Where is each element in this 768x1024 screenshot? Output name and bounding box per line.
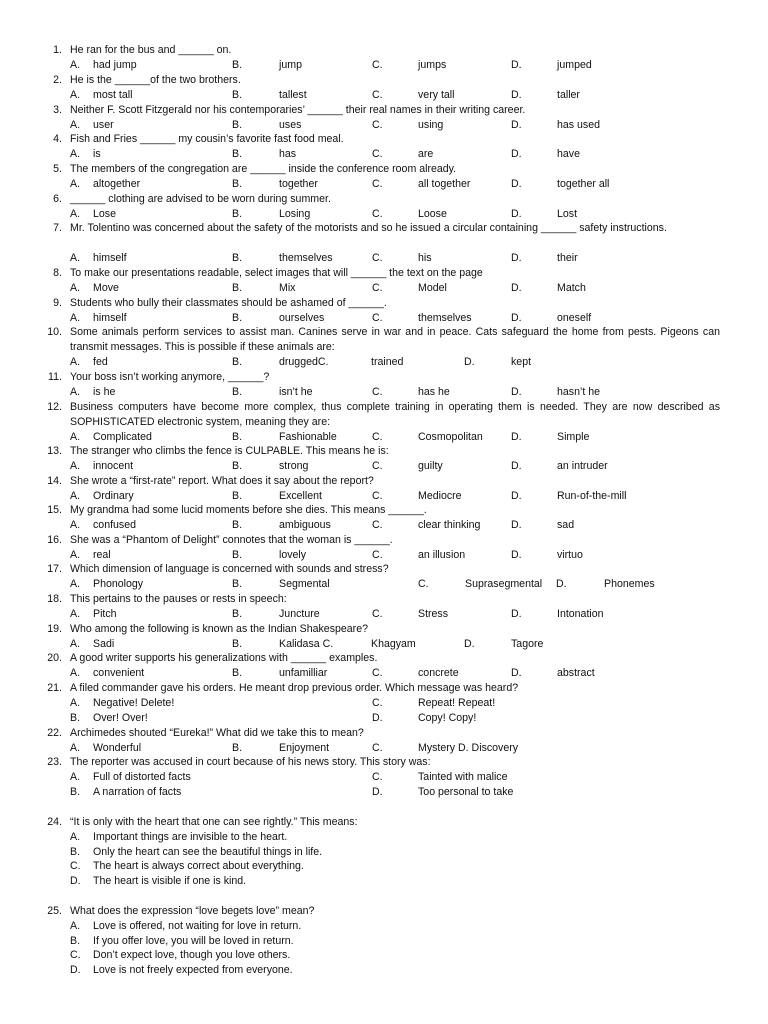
option-text: Enjoyment <box>279 741 330 754</box>
option-text: sad <box>557 518 575 531</box>
option-label: C. <box>372 430 383 443</box>
option-text: Sadi <box>93 637 115 650</box>
option-text: Fashionable <box>279 430 337 443</box>
question-number: 21. <box>47 682 62 694</box>
option-text: A narration of facts <box>93 785 182 798</box>
option-text: Too personal to take <box>418 785 514 798</box>
question-number: 8. <box>53 267 62 279</box>
option-text: Tagore <box>511 637 544 650</box>
option-label: D. <box>511 311 522 324</box>
option-text: themselves <box>418 311 472 324</box>
question-stem: Students who bully their classmates should be ashamed of ______. <box>70 297 387 309</box>
option-text: druggedC. <box>279 355 329 368</box>
option-text: is he <box>93 385 116 398</box>
option-text: Don’t expect love, though you love others. <box>93 949 291 962</box>
option-text: Mediocre <box>418 489 462 502</box>
question-number: 3. <box>53 104 62 116</box>
question-number: 14. <box>47 475 62 487</box>
option-text: Tainted with malice <box>418 770 508 783</box>
option-label: C. <box>372 118 383 131</box>
option-text: has used <box>557 118 600 131</box>
option-text: Segmental <box>279 577 330 590</box>
option-label: D. <box>70 875 81 888</box>
option-text: concrete <box>418 666 459 679</box>
option-text: The heart is always correct about everything. <box>93 860 304 873</box>
option-text: Phonemes <box>604 577 655 590</box>
question-stem: A good writer supports his generalizations with ______ examples. <box>70 652 378 664</box>
option-text: Match <box>557 281 586 294</box>
option-label: D. <box>372 711 383 724</box>
option-text: has <box>279 147 297 160</box>
option-label: B. <box>232 385 243 398</box>
option-text: Wonderful <box>93 741 142 754</box>
option-text: himself <box>93 311 127 324</box>
question-stem: The members of the congregation are ______ inside the conference room already. <box>70 163 457 175</box>
question-number: 18. <box>47 593 62 605</box>
option-text: jumped <box>557 58 592 71</box>
option-text: Juncture <box>279 607 320 620</box>
option-text: user <box>93 118 114 131</box>
option-label: A. <box>70 207 81 220</box>
option-label: A. <box>70 430 81 443</box>
option-label: B. <box>232 207 243 220</box>
option-text: himself <box>93 251 127 264</box>
option-label: A. <box>70 58 81 71</box>
option-text: an intruder <box>557 459 608 472</box>
option-label: C. <box>70 860 81 873</box>
option-text: Lost <box>557 207 578 220</box>
option-text: Important things are invisible to the heart. <box>93 830 288 843</box>
option-label: C. <box>372 548 383 561</box>
option-text: innocent <box>93 459 134 472</box>
option-text: Over! Over! <box>93 711 148 724</box>
option-label: B. <box>232 459 243 472</box>
option-text: Complicated <box>93 430 152 443</box>
question-stem: To make our presentations readable, select images that will ______ the text on the page <box>70 267 483 279</box>
option-label: B. <box>232 311 243 324</box>
option-label: C. <box>372 666 383 679</box>
question-number: 12. <box>47 401 62 413</box>
option-text: Suprasegmental <box>465 577 543 590</box>
option-text: has he <box>418 385 450 398</box>
option-text: Cosmopolitan <box>418 430 483 443</box>
question-number: 11. <box>48 371 62 383</box>
option-text: abstract <box>557 666 595 679</box>
option-label: D. <box>511 607 522 620</box>
option-label: B. <box>232 251 243 264</box>
option-label: C. <box>372 147 383 160</box>
question-number: 6. <box>53 193 62 205</box>
option-text: Only the heart can see the beautiful things in life. <box>93 845 323 858</box>
option-label: B. <box>232 518 243 531</box>
question-number: 4. <box>53 133 62 145</box>
option-text: Losing <box>279 207 311 220</box>
option-text: Love is offered, not waiting for love in return. <box>93 919 302 932</box>
question-stem: He is the ______of the two brothers. <box>70 74 241 86</box>
question-number: 7. <box>53 222 62 234</box>
option-label: C. <box>70 949 81 962</box>
option-text: altogether <box>93 177 141 190</box>
option-text: had jump <box>93 58 137 71</box>
option-text: together <box>279 177 318 190</box>
question-number: 13. <box>47 445 62 457</box>
question-number: 20. <box>47 652 62 664</box>
question-stem: Business computers have become more complex, thus complete training in operating them is needed. They are now described as SOPHISTICATED electronic system, meaning they are: <box>70 401 720 428</box>
option-label: B. <box>70 934 81 947</box>
option-text: Ordinary <box>93 489 134 502</box>
option-label: D. <box>511 459 522 472</box>
option-text: Kalidasa C. <box>279 637 334 650</box>
question-stem: He ran for the bus and ______ on. <box>70 44 232 56</box>
question-stem: The stranger who climbs the fence is CULPABLE. This means he is: <box>70 445 389 457</box>
option-label: D. <box>511 548 522 561</box>
option-label: A. <box>70 696 81 709</box>
question-number: 15. <box>47 504 62 516</box>
option-label: C. <box>418 577 429 590</box>
question-number: 9. <box>53 297 62 309</box>
option-text: Full of distorted facts <box>93 770 191 783</box>
option-label: B. <box>232 666 243 679</box>
question-stem: My grandma had some lucid moments before she dies. This means ______. <box>70 504 427 516</box>
question-stem: Mr. Tolentino was concerned about the safety of the motorists and so he issued a circular containing ______ safety instructions. <box>70 222 667 234</box>
option-label: B. <box>232 88 243 101</box>
option-label: D. <box>511 251 522 264</box>
option-label: B. <box>232 281 243 294</box>
option-label: D. <box>511 147 522 160</box>
option-label: A. <box>70 830 81 843</box>
option-text: uses <box>279 118 302 131</box>
option-label: B. <box>232 118 243 131</box>
option-text: hasn’t he <box>557 385 600 398</box>
question-stem: Who among the following is known as the Indian Shakespeare? <box>70 623 368 635</box>
option-label: B. <box>70 845 81 858</box>
question-stem: Fish and Fries ______ my cousin’s favorite fast food meal. <box>70 133 344 145</box>
option-text: Khagyam <box>371 637 416 650</box>
question-stem: She was a “Phantom of Delight” connotes that the woman is ______. <box>70 534 393 546</box>
option-label: A. <box>70 459 81 472</box>
question-stem: “It is only with the heart that one can see rightly.” This means: <box>70 816 358 828</box>
option-text: are <box>418 147 434 160</box>
option-text: Repeat! Repeat! <box>418 696 496 709</box>
option-label: D. <box>511 518 522 531</box>
option-label: D. <box>511 430 522 443</box>
question-number: 22. <box>47 727 62 739</box>
option-label: A. <box>70 637 81 650</box>
option-text: lovely <box>279 548 307 561</box>
option-text: jump <box>279 58 302 71</box>
option-text: all together <box>418 177 471 190</box>
option-text: Run-of-the-mill <box>557 489 627 502</box>
option-label: C. <box>372 741 383 754</box>
option-text: Model <box>418 281 447 294</box>
question-stem: Neither F. Scott Fitzgerald nor his contemporaries’ ______ their real names in their writing career. <box>70 104 526 116</box>
option-label: C. <box>372 518 383 531</box>
question-stem: A filed commander gave his orders. He meant drop previous order. Which message was heard? <box>70 682 519 694</box>
option-label: A. <box>70 88 81 101</box>
option-label: D. <box>511 489 522 502</box>
option-label: B. <box>232 355 243 368</box>
option-text: oneself <box>557 311 592 324</box>
option-label: D. <box>464 355 475 368</box>
option-label: B. <box>232 637 243 650</box>
option-text: convenient <box>93 666 145 679</box>
question-number: 23. <box>47 756 62 768</box>
option-text: Pitch <box>93 607 117 620</box>
question-stem: Archimedes shouted “Eureka!” What did we take this to mean? <box>70 727 364 739</box>
option-text: fed <box>93 355 108 368</box>
option-text: is <box>93 147 101 160</box>
option-text: very tall <box>418 88 455 101</box>
option-label: C. <box>372 58 383 71</box>
question-stem: The reporter was accused in court because of his news story. This story was: <box>70 756 431 768</box>
option-text: confused <box>93 518 136 531</box>
option-label: D. <box>372 785 383 798</box>
question-stem: What does the expression “love begets love” mean? <box>70 905 315 917</box>
option-text: Lose <box>93 207 116 220</box>
option-label: A. <box>70 311 81 324</box>
option-text: clear thinking <box>418 518 481 531</box>
question-number: 24. <box>47 816 62 828</box>
option-label: D. <box>511 58 522 71</box>
option-text: ourselves <box>279 311 325 324</box>
option-label: C. <box>372 385 383 398</box>
option-text: their <box>557 251 578 264</box>
question-stem: ______ clothing are advised to be worn during summer. <box>70 193 331 205</box>
option-text: jumps <box>418 58 447 71</box>
option-label: C. <box>372 207 383 220</box>
option-label: B. <box>70 711 81 724</box>
option-text: together all <box>557 177 610 190</box>
option-text: tallest <box>279 88 307 101</box>
option-text: Simple <box>557 430 590 443</box>
option-label: B. <box>232 177 243 190</box>
option-text: trained <box>371 355 404 368</box>
option-label: D. <box>464 637 475 650</box>
option-label: A. <box>70 177 81 190</box>
option-label: C. <box>372 88 383 101</box>
option-text: Negative! Delete! <box>93 696 175 709</box>
question-stem: Which dimension of language is concerned with sounds and stress? <box>70 563 389 575</box>
option-label: B. <box>70 785 81 798</box>
option-label: A. <box>70 489 81 502</box>
option-text: taller <box>557 88 580 101</box>
option-label: B. <box>232 607 243 620</box>
option-label: C. <box>372 489 383 502</box>
question-number: 16. <box>47 534 62 546</box>
option-text: Copy! Copy! <box>418 711 477 724</box>
option-label: B. <box>232 577 243 590</box>
question-number: 10. <box>47 326 62 338</box>
option-text: The heart is visible if one is kind. <box>93 875 247 888</box>
option-text: kept <box>511 355 532 368</box>
option-text: virtuo <box>557 548 583 561</box>
option-label: B. <box>232 147 243 160</box>
option-text: unfamilliar <box>279 666 328 679</box>
option-text: Move <box>93 281 119 294</box>
option-text: Phonology <box>93 577 144 590</box>
option-label: A. <box>70 741 81 754</box>
option-text: his <box>418 251 432 264</box>
option-text: Mystery D. Discovery <box>418 741 519 754</box>
option-label: D. <box>511 385 522 398</box>
option-label: B. <box>232 489 243 502</box>
option-text: strong <box>279 459 309 472</box>
option-label: A. <box>70 577 81 590</box>
option-label: D. <box>511 118 522 131</box>
option-label: D. <box>511 207 522 220</box>
question-stem: She wrote a “first-rate” report. What does it say about the report? <box>70 475 374 487</box>
option-label: A. <box>70 355 81 368</box>
option-label: C. <box>372 607 383 620</box>
option-text: Loose <box>418 207 447 220</box>
question-stem: Your boss isn’t working anymore, ______? <box>70 371 270 383</box>
option-text: ambiguous <box>279 518 331 531</box>
option-label: A. <box>70 518 81 531</box>
option-label: C. <box>372 770 383 783</box>
option-label: A. <box>70 607 81 620</box>
option-text: guilty <box>418 459 443 472</box>
option-label: C. <box>372 459 383 472</box>
question-number: 2. <box>53 74 62 86</box>
option-label: C. <box>372 696 383 709</box>
option-label: A. <box>70 147 81 160</box>
option-label: C. <box>372 177 383 190</box>
option-label: A. <box>70 281 81 294</box>
option-label: D. <box>511 88 522 101</box>
option-label: C. <box>372 251 383 264</box>
question-number: 5. <box>53 163 62 175</box>
option-text: Love is not freely expected from everyone. <box>93 964 293 977</box>
option-label: C. <box>372 281 383 294</box>
option-label: A. <box>70 548 81 561</box>
option-text: isn’t he <box>279 385 313 398</box>
option-label: B. <box>232 548 243 561</box>
option-label: A. <box>70 919 81 932</box>
option-label: D. <box>70 964 81 977</box>
question-number: 19. <box>47 623 62 635</box>
option-label: D. <box>511 177 522 190</box>
option-label: A. <box>70 385 81 398</box>
question-stem: This pertains to the pauses or rests in speech: <box>70 593 287 605</box>
option-label: C. <box>372 311 383 324</box>
question-number: 25. <box>47 905 62 917</box>
option-label: D. <box>556 577 567 590</box>
option-text: themselves <box>279 251 333 264</box>
option-text: Excellent <box>279 489 322 502</box>
question-number: 1. <box>53 44 62 56</box>
question-number: 17. <box>47 563 62 575</box>
option-label: B. <box>232 741 243 754</box>
option-label: B. <box>232 58 243 71</box>
option-text: using <box>418 118 444 131</box>
option-text: If you offer love, you will be loved in return. <box>93 934 294 947</box>
option-label: A. <box>70 666 81 679</box>
option-text: Intonation <box>557 607 604 620</box>
option-label: D. <box>511 666 522 679</box>
question-stem: Some animals perform services to assist man. Canines serve in war and in peace. Cats safeguard the home from pests. Pigeons can transmit messages. This is possible if these animals are: <box>70 326 720 353</box>
option-text: most tall <box>93 88 133 101</box>
option-text: an illusion <box>418 548 466 561</box>
option-label: A. <box>70 770 81 783</box>
option-label: A. <box>70 118 81 131</box>
option-text: Stress <box>418 607 449 620</box>
option-text: Mix <box>279 281 296 294</box>
option-label: D. <box>511 281 522 294</box>
option-text: have <box>557 147 580 160</box>
option-label: A. <box>70 251 81 264</box>
option-label: B. <box>232 430 243 443</box>
option-text: real <box>93 548 111 561</box>
